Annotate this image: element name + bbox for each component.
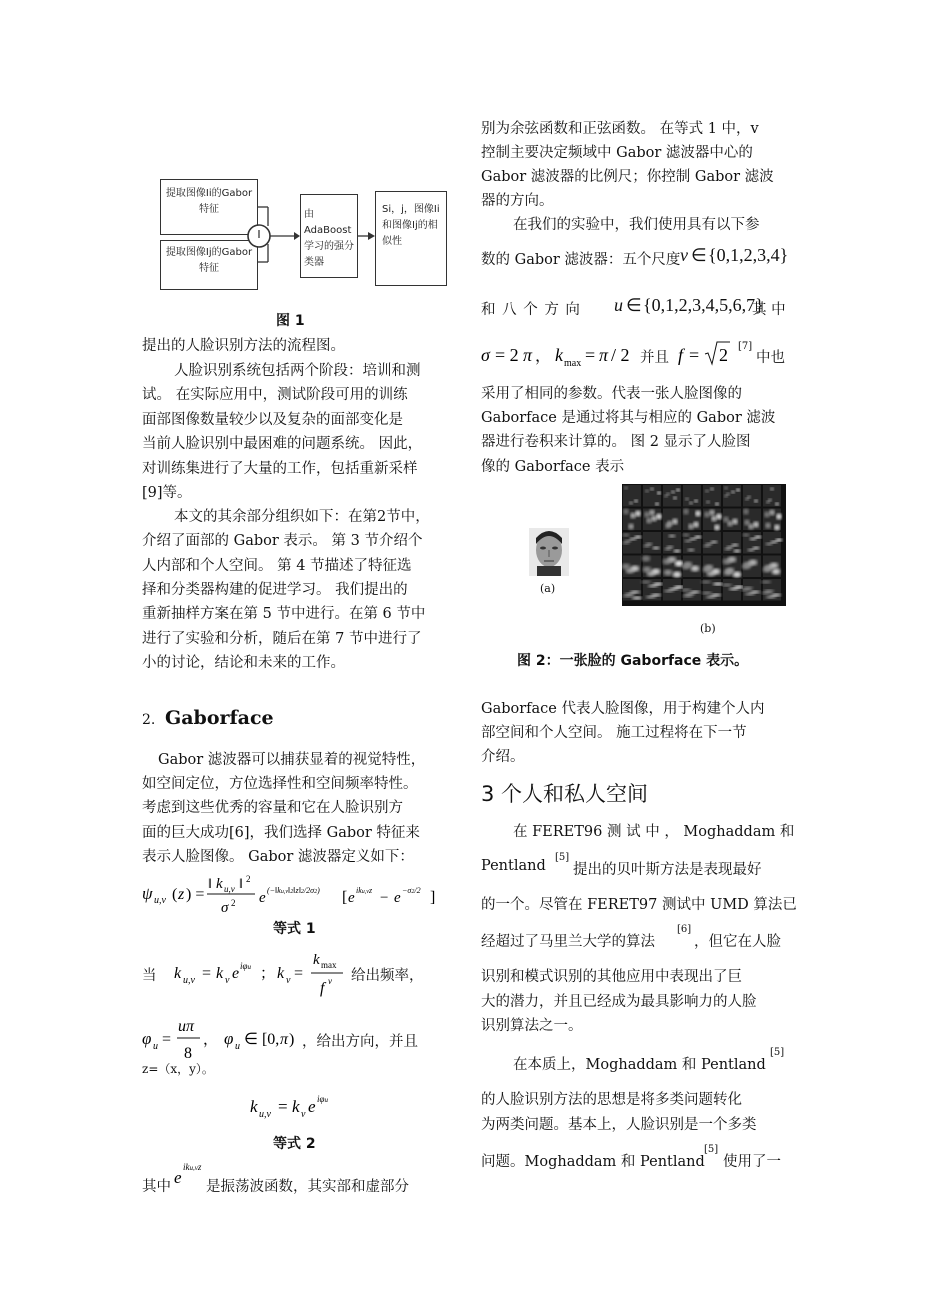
svg-text:v: v [225,975,230,986]
flow-box-similarity: Si，j，图像Ii和图像Ij的相似性 [375,191,447,286]
text-line: 并且 [640,350,669,366]
text-line: 进行了实验和分析，随后在第 7 节中进行了 [142,631,422,647]
svg-text:2: 2 [719,345,728,365]
text-line: 和 八 个 方 向 [481,302,580,318]
svg-text:8: 8 [184,1045,192,1062]
gabor-tile [761,579,781,601]
gaborface-grid [622,484,786,606]
text-line: 在本质上，Moghaddam 和 Pentland [513,1057,766,1073]
gabor-tile [723,532,741,554]
svg-text:=: = [689,345,700,365]
gabor-tile [682,556,701,578]
sigma-kmax-formula [481,336,641,372]
gabor-tile [723,485,741,507]
gabor-tile [663,485,681,507]
svg-text:∈ [0,: ∈ [0, [244,1031,280,1048]
svg-text:max: max [564,358,582,369]
svg-text:=: = [278,1097,288,1116]
gabor-tile [623,579,642,601]
equation-1 [142,872,452,916]
citation-6: [6] [677,924,692,935]
citation-7: [7] [738,341,753,352]
svg-text:=: = [294,965,304,982]
svg-text:σ: σ [481,345,490,365]
text-line: 表示人脸图像。 Gabor 滤波器定义如下： [142,849,414,865]
svg-text:ψ: ψ [142,884,153,903]
svg-text:e: e [259,890,266,906]
text-line: 像的 Gaborface 表示 [481,459,625,475]
svg-text:k: k [313,952,320,968]
flow-box-extract-j: 提取图像Ij的Gabor特征 [160,240,258,290]
text-line: [9]等。 [142,485,192,501]
svg-text:u,v: u,v [259,1109,271,1120]
svg-text:[: [ [342,889,348,906]
svg-text:，: ， [535,348,552,365]
svg-text:π: π [523,345,533,365]
figure-1-description: 提出的人脸识别方法的流程图。 [142,338,345,354]
gabor-tile [623,509,641,531]
when-label: 当 [142,968,157,984]
gabor-tile [742,556,761,578]
svg-text:k: k [277,965,285,982]
text-line: 择和分类器构建的促进学习。 我们提出的 [142,582,408,598]
text-line: 当前人脸识别中最困难的问题系统。 因此， [142,436,423,452]
text-line: 问题。Moghaddam 和 Pentland [481,1154,705,1170]
text-line: 器的方向。 [481,193,554,209]
text-line: 考虑到这些优秀的容量和它在人脸识别方 [142,800,403,816]
gabor-tile [623,485,641,507]
text-line: 识别算法之一。 [481,1018,583,1034]
text-line: 数的 Gabor 滤波器：五个尺度 [481,252,681,268]
gabor-tile [622,556,641,578]
text-line: Gaborface 代表人脸图像，用于构建个人内 [481,701,765,717]
svg-text:/ 2: / 2 [611,345,630,365]
text-line: 其 中 [752,302,786,318]
text-line: Gabor 滤波器的比例尺；你控制 Gabor 滤波 [481,169,774,185]
svg-text:f: f [320,980,325,997]
text-line: 中也 [756,350,785,366]
v-set: {0,1,2,3,4} [708,245,789,265]
text-line: 介绍。 [481,749,525,765]
text-line: 本文的其余部分组织如下：在第2节中， [174,509,430,525]
svg-text:，: ， [203,1032,219,1048]
text-line: 控制主要决定频域中 Gabor 滤波器中心的 [481,145,753,161]
equation-2-label: 等式 2 [273,1136,316,1152]
svg-text:π: π [280,1031,289,1048]
text-line: 为两类问题。基本上，人脸识别是一个多类 [481,1117,757,1133]
gabor-tile [681,579,701,601]
svg-text:φ: φ [224,1029,234,1048]
gabor-tile [763,556,781,578]
flow-connectors [0,0,926,320]
gabor-tile [682,532,701,554]
svg-text:=: = [202,965,212,982]
text-line: 部空间和个人空间。 施工过程将在下一节 [481,725,747,741]
gabor-tile [763,509,782,531]
text-line: 器进行卷积来计算的。 图 2 显示了人脸图 [481,434,751,450]
svg-text:‖: ‖ [239,877,243,892]
text-line: 在我们的实验中，我们使用具有以下参 [513,217,760,233]
svg-text:iku,vz: iku,vz [183,1162,202,1172]
svg-text:(: ( [172,886,178,903]
text-line: 试。 在实际应用中，测试阶段可用的训练 [142,387,408,403]
gabor-tile [743,485,761,507]
gabor-tile [683,485,701,507]
text-line: 在 FERET96 测 试 中 ， Moghaddam 和 [513,824,795,840]
text-line: Gaborface 是通过将其与相应的 Gabor 滤波 [481,410,776,426]
gabor-tile [703,509,722,531]
svg-text:2: 2 [246,874,251,884]
text-line: 面的巨大成功[6]，我们选择 Gabor 特征来 [142,825,420,841]
svg-text:k: k [216,965,224,982]
gabor-tile [643,509,662,531]
gabor-tile [763,485,781,507]
frequency-text: 给出频率， [351,968,424,984]
text-line: 使用了一 [723,1154,781,1170]
text-line: 别为余弦函数和正弦函数。 在等式 1 中，v [481,121,759,137]
svg-text:v: v [301,1109,306,1120]
text-line: 识别和模式识别的其他应用中表现出了巨 [481,969,742,985]
text-line: ，但它在人脸 [694,934,781,950]
flow-operator: I [257,228,261,241]
svg-text:k: k [555,345,563,365]
citation-5: [5] [555,852,570,863]
svg-text:iku,vz: iku,vz [356,886,373,895]
svg-text:uπ: uπ [178,1018,195,1035]
kuv-formula [172,944,352,1000]
svg-text:e: e [348,890,355,906]
svg-text:π: π [599,345,609,365]
svg-text:2: 2 [231,898,236,908]
flow-box-adaboost: 由AdaBoost学习的强分类器 [300,194,358,278]
text-line: 对训练集进行了大量的工作，包括重新采样 [142,461,418,477]
text-line: 人内部和个人空间。 第 4 节描述了特征选 [142,558,412,574]
text-line: 的一个。尽管在 FERET97 测试中 UMD 算法已 [481,897,797,913]
z-definition: z=（x，y）。 [142,1062,214,1076]
gabor-tile [703,485,721,507]
svg-text:iφu: iφu [240,961,251,971]
svg-text:iφu: iφu [317,1094,328,1104]
figure-1-caption: 图 1 [276,313,305,329]
svg-text:−: − [380,890,389,906]
element-of-symbol: ∈ [626,295,642,315]
gabor-tile [643,485,661,507]
gabor-tile [703,532,721,554]
figure-2-caption: 图 2：一张脸的 Gaborface 表示。 [517,653,749,669]
gabor-tile [663,509,681,531]
citation-5: [5] [704,1144,719,1155]
text-line: 面部图像数量较少以及复杂的面部变化是 [142,412,403,428]
gabor-tile [722,579,744,601]
text-line: 经超过了马里兰大学的算法 [481,934,655,950]
svg-text:e: e [308,1097,316,1116]
svg-text:k: k [216,876,223,892]
flow-box-extract-i: 提取图像Ii的Gabor特征 [160,179,258,235]
equation-1-label: 等式 1 [273,921,316,937]
svg-text:z: z [178,886,185,903]
text-line: Gabor 滤波器可以捕获显着的视觉特性， [158,752,426,768]
svg-text:e: e [394,890,401,906]
v-variable: v [680,245,688,265]
figure-2a-label: (a) [540,582,556,595]
gabor-tile [663,556,684,578]
direction-text: ，给出方向，并且 [302,1034,418,1050]
svg-text:k: k [174,965,182,982]
text-line: Pentland [481,858,546,874]
text-line: 小的讨论，结论和未来的工作。 [142,655,345,671]
svg-text:u,v: u,v [154,895,166,906]
citation-5: [5] [770,1047,785,1058]
text-line: 大的潜力，并且已经成为最具影响力的人脸 [481,994,757,1010]
gabor-tile [663,532,681,554]
text-line: 人脸识别系统包括两个阶段：培训和测 [174,363,421,379]
svg-text:‖: ‖ [208,877,212,892]
figure-2b-label: (b) [700,622,716,635]
element-of-symbol: ∈ [691,245,707,265]
f-formula [676,334,736,370]
svg-text:k: k [250,1097,258,1116]
text-line: 是振荡波函数，其实部和虚部分 [206,1179,409,1195]
gabor-tile [741,579,761,601]
svg-text:): ) [289,1031,295,1048]
svg-text:u: u [235,1041,240,1052]
gabor-tile [723,556,742,578]
svg-text:u,v: u,v [224,884,235,894]
gabor-tile [641,579,663,601]
svg-text:= 2: = 2 [495,345,519,365]
text-line: 提出的贝叶斯方法是表现最好 [573,862,762,878]
gabor-tile [643,532,661,554]
gabor-tile [703,556,721,578]
text-line: 如空间定位，方位选择性和空间频率特性。 [142,776,418,792]
svg-text:u: u [153,1041,158,1052]
svg-text:v: v [328,976,332,986]
svg-text:=: = [162,1031,172,1048]
text-line: 其中 [142,1179,171,1195]
gabor-tile [622,532,641,554]
svg-text:) =: ) = [186,886,205,903]
text-line: 介绍了面部的 Gabor 表示。 第 3 节介绍个 [142,533,423,549]
gabor-tile [683,509,701,531]
section-3-heading: 3 个人和私人空间 [481,782,649,806]
svg-text:max: max [321,960,337,970]
equation-2-formula [250,1088,350,1124]
gabor-tile [723,509,741,531]
text-line: 的人脸识别方法的思想是将多类问题转化 [481,1092,742,1108]
svg-text:v: v [286,975,291,986]
svg-text:；: ； [260,966,276,982]
text-line: 采用了相同的参数。代表一张人脸图像的 [481,386,742,402]
svg-text:−σ2/2: −σ2/2 [402,886,421,895]
svg-text:]: ] [430,889,436,906]
gabor-tile [642,556,661,578]
face-image [529,528,569,576]
equation-1-formula [142,872,452,916]
svg-text:σ: σ [221,900,229,916]
section-number: 2. [142,712,156,728]
gabor-tile [743,509,761,531]
svg-text:(−‖ku,v‖2‖z‖2/2σ2): (−‖ku,v‖2‖z‖2/2σ2) [267,886,320,895]
phi-formula [142,1010,317,1066]
u-set: {0,1,2,3,4,5,6,7} [643,295,764,315]
svg-text:f: f [678,345,684,365]
svg-text:φ: φ [142,1029,152,1048]
svg-text:k: k [292,1097,300,1116]
gabor-tile [701,579,723,601]
gabor-tile [742,532,761,554]
section-title: Gaborface [165,707,274,729]
svg-text:=: = [585,345,596,365]
svg-text:u,v: u,v [183,975,195,986]
svg-text:e: e [232,965,240,982]
gabor-tile [763,532,783,554]
u-variable: u [614,295,623,315]
svg-text:e: e [174,1168,182,1187]
text-line: 重新抽样方案在第 5 节中进行。在第 6 节中 [142,606,426,622]
